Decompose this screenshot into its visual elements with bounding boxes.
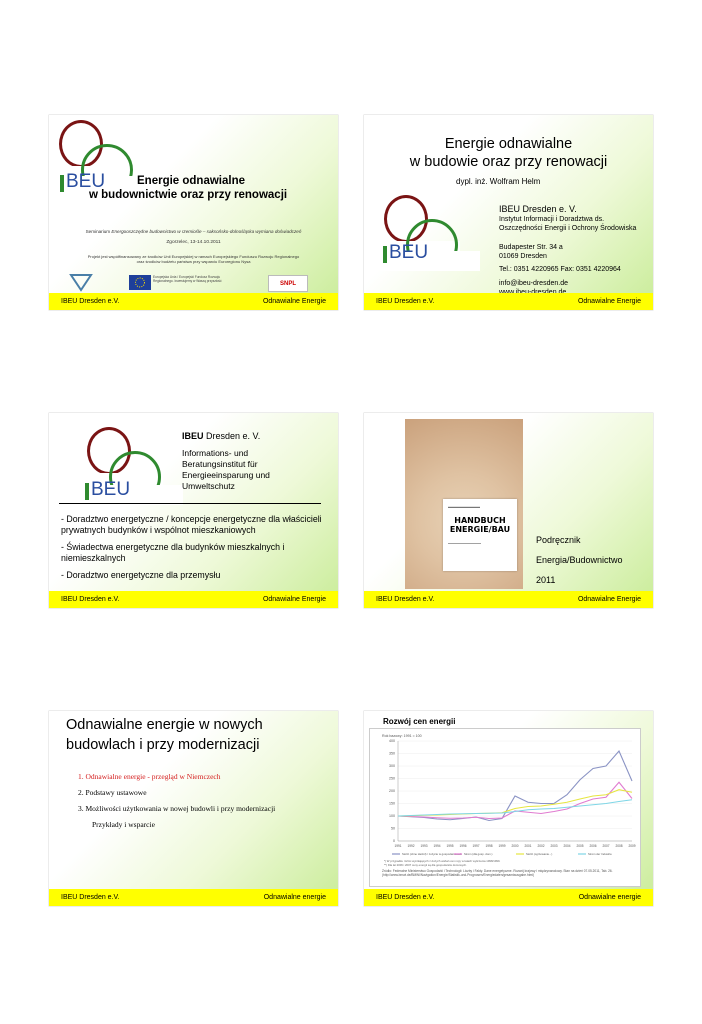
slide-heading: Odnawialne energie w nowych budowlach i przy modernizacji [66,717,263,753]
city: 01069 Dresden [499,253,547,260]
series-line [398,800,632,816]
divider [59,503,321,504]
y-tick-label: 100 [389,814,395,819]
list-item: - Świadectwa energetyczne dla budynków mieszkalnych i niemieszkalnych [61,541,285,564]
slide-energy-prices [364,711,653,906]
x-tick-label: 1991 [394,844,402,848]
y-tick-label: 0 [393,839,395,844]
slide-footer: IBEU Dresden e.V. Odnawialne Energie [49,293,338,310]
slide-about [49,413,338,608]
x-tick-label: 1993 [420,844,428,848]
ibeu-logo: BEU [380,193,460,263]
slide-title-2 [364,115,653,310]
slide-footer: IBEU Dresden e.V. Odnawialne Energie [364,293,653,310]
x-tick-label: 2003 [550,844,558,848]
list-item: 2. Podstawy ustawowe [78,788,147,797]
series-line [398,790,632,816]
agenda-list [78,771,288,831]
legend-label: Stoltz (ogrzewanie...) [526,852,553,856]
snpl-logo: SNPL [268,275,308,292]
seminar-line: Seminarium Energooszczędne budownictwo w rzemiośle – saksońsko-dolnośląska wymiana doświadczeń [85,229,302,234]
list-item: 1. Odnawialne energie - przegląd w Niemczech [78,772,221,781]
x-tick-label: 1992 [407,844,415,848]
slide-handbook [364,413,653,608]
x-tick-label: 2006 [589,844,597,848]
y-tick-label: 300 [389,764,395,769]
book-label: ▬▬▬▬▬▬▬▬ HANDBUCH ENERGIE/BAU ▬▬▬▬▬▬▬▬▬▬▬ [443,499,517,571]
phone-fax: Tel.: 0351 4220965 Fax: 0351 4220964 [499,266,621,273]
slide-footer: IBEU Dresden e.V. Odnawialne Energie [364,591,653,608]
institute: Instytut Informacji i Doradztwa ds. Oszczędności Energii i Ochrony Środowiska [499,216,637,232]
slide-heading: Energie odnawialne w budowie oraz przy renowacji [409,136,608,171]
slide-footer: IBEU Dresden e.V. Odnawialne Energie [49,591,338,608]
series-line [398,782,632,818]
x-tick-label: 1999 [498,844,506,848]
email: info@ibeu-dresden.de [499,280,568,287]
x-tick-label: 1998 [485,844,493,848]
street: Budapester Str. 34 a [499,244,563,251]
eu-text: Europejska Unia / Europejski Fundusz Rozwoju Regionalnego. Inwestujemy w Waszą przyszłość [153,275,222,283]
x-tick-label: 1995 [446,844,454,848]
legend-label: Strom (dla gosp. dom.) [464,852,493,856]
book-cover-image [405,419,523,589]
org-description: Informations- und Beratungsinstitut für Energieeinsparung und Umweltschutz [182,448,270,492]
legend-label: Stoltz (ohne Heizöl) / zużycie w gospodarstwach [402,852,463,856]
legend-label: Strom der Industrie [588,852,612,856]
list-item: - Doradztwo energetyczne / koncepcje energetyczne dla właścicieli prywatnych budynków i wspólnot mieszkaniowych [61,514,322,536]
x-tick-label: 2001 [524,844,532,848]
list-item: 3. Możliwości użytkowania w nowej budowli i przy modernizacji [78,804,276,813]
org-name: IBEU Dresden e. V. [182,431,261,441]
x-tick-label: 2004 [563,844,571,848]
chart-panel [369,728,641,887]
list-item: - Doradztwo energetyczne dla przemysłu [61,569,221,580]
y-tick-label: 150 [389,801,395,806]
x-tick-label: 2009 [628,844,636,848]
x-tick-label: 2000 [511,844,519,848]
x-tick-label: 1994 [433,844,441,848]
y-tick-label: 200 [389,789,395,794]
slide-footer: IBEU Dresden e.V. Odnawialne energie [364,889,653,906]
project-note: Projekt jest współfinansowany ze środków Unii Europejskiej w ramach Europejskiego Funduszu Rozwoju Regionalnego oraz środków budżetu państwa przy wsparciu Euroregionu Nysa [87,254,300,264]
triangle-logo-icon [68,272,94,292]
y-tick-label: 50 [391,826,395,831]
book-caption: Podręcznik Energia/Budownictwo 2011 [536,535,623,585]
y-tick-label: 350 [389,751,395,756]
x-tick-label: 2005 [576,844,584,848]
list-item: Przykłady i wsparcie [92,820,155,829]
x-tick-label: 1996 [459,844,467,848]
x-tick-label: 2007 [602,844,610,848]
eu-flag-icon [129,275,151,290]
slide-title-line2: w budownictwie oraz przy renowacji [89,189,288,201]
slide-agenda [49,711,338,906]
x-tick-label: 2008 [615,844,623,848]
x-tick-label: 1997 [472,844,480,848]
ibeu-logo: BEU [83,425,163,497]
seminar-date: Zgorzelec, 13-14.10.2011 [166,240,221,245]
ibeu-logo: BEU [55,118,135,188]
chart-note: *) W przypadku różnic wynikających z dużych wahań cen ropy w latach wyliczenia 1998/1999. [384,859,501,863]
slide-title-line1: Energie odnawialne [137,175,245,187]
y-tick-label: 400 [389,739,395,744]
author: dypl. inż. Wolfram Helm [456,177,541,186]
slide-footer: IBEU Dresden e.V. Odnawialne energie [49,889,338,906]
chart-note: **) Dla lat 2006 i 2007 ceny energii są dla gospodarstw domowych. [384,863,467,867]
services-list [61,514,329,581]
y-tick-label: 250 [389,776,395,781]
energy-price-chart [370,729,640,886]
series-line [398,751,632,821]
chart-annotation: Rok bazowy: 1991 = 100 [382,734,422,738]
chart-source: Źródło: Federalne Ministerstwo Gospodarki i Technologii: Liczby i Fakty. Dane energetyczne. Rozwój krajowy i międzynarodowy. Stan na dzień 07.05.2011, Tab. 26. (http://www.bmwi.de/BMWi/Navigation/Energie/Statistik-und-Prognosen/Energiedaten/gesamtausgabe.html) [382,869,613,878]
slide-title-1 [49,115,338,310]
x-tick-label: 2002 [537,844,545,848]
org-name: IBEU Dresden e. V. [499,204,577,214]
slide-heading: Rozwój cen energii [383,717,456,726]
